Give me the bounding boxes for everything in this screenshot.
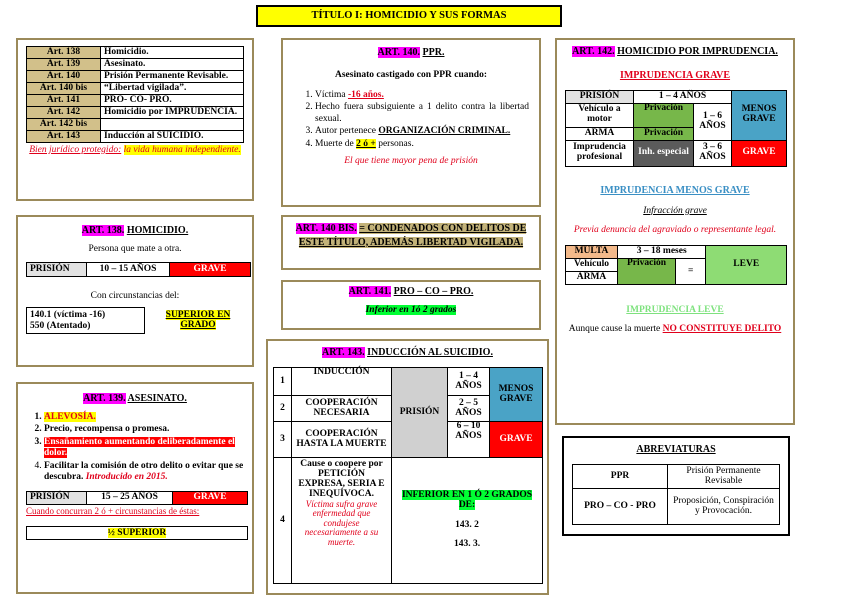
art142-leve-text: Aunque cause la muerte NO CONSTITUYE DELITO	[568, 324, 782, 335]
art143-title	[273, 347, 542, 358]
art143-label: ART. 143.	[322, 347, 365, 358]
art142-grave-title: IMPRUDENCIA GRAVE	[619, 69, 731, 81]
abbr-title: ABREVIATURAS	[636, 444, 716, 455]
art139-item-2: 2. Precio, recompensa o promesa.	[44, 424, 244, 435]
art143-menos-grave: MENOS GRAVE	[490, 368, 543, 422]
index-row	[27, 83, 244, 95]
art141-label: ART. 141.	[348, 286, 392, 297]
abbr-value: Prisión Permanente Revisable	[668, 465, 780, 489]
art138-name: HOMICIDIO.	[126, 225, 189, 236]
index-art: Art. 138	[27, 47, 101, 59]
art143-name: INDUCCIÓN AL SUICIDIO.	[367, 347, 493, 358]
art142-menos-grave-title: IMPRUDENCIA MENOS GRAVE	[600, 184, 750, 196]
art143-row-years: 1 – 4 AÑOS	[448, 368, 490, 396]
index-art: Art. 142 bis	[27, 119, 101, 131]
art143-prision: PRISIÓN	[392, 368, 448, 458]
art142-arma-2: ARMA	[566, 272, 618, 285]
art142-grave: GRAVE	[732, 140, 787, 166]
art140-label: ART. 140.	[377, 47, 421, 58]
art142-vehiculo-2: Vehículo	[566, 259, 618, 272]
art138-circ-result: SUPERIOR EN GRADO	[165, 309, 231, 330]
index-desc: PRO- CO- PRO.	[101, 95, 244, 107]
index-art: Art. 139	[27, 59, 101, 71]
abbr-key: PRO – CO - PRO	[573, 489, 668, 525]
index-row	[27, 47, 244, 59]
index-art: Art. 140 bis	[27, 83, 101, 95]
art142-arma: ARMA	[566, 127, 634, 140]
art143-row-years: 2 – 5 AÑOS	[448, 396, 490, 422]
index-desc: Homicidio por IMPRUDENCIA.	[101, 107, 244, 119]
art142-imprudencia-prof: Imprudencia profesional	[566, 140, 634, 166]
art142-multa-value: 3 – 18 meses	[618, 246, 706, 259]
index-art: Art. 141	[27, 95, 101, 107]
art140-item-1: 1. Víctima -16 años.	[315, 90, 529, 101]
art142-privacion-arma: Privación	[634, 127, 694, 140]
art140-title	[293, 47, 529, 58]
art143-row4-label: Cause o coopere por PETICIÓN EXPRESA, SERIA E INEQUÍVOCA.	[298, 459, 385, 499]
art140bis-label: ART. 140 BIS.	[295, 223, 357, 234]
art139-pena-table	[26, 491, 248, 505]
art141-name: PRO – CO – PRO.	[393, 286, 474, 297]
art142-eq: =	[676, 259, 706, 285]
art139-item-1: 1. ALEVOSÍA.	[44, 412, 244, 423]
abbr-box	[562, 436, 790, 536]
art142-prision-years: 1 – 4 AÑOS	[634, 90, 732, 103]
art142-multa-table	[565, 245, 787, 285]
art143-row4-note: Víctima sufra grave enfermedad que condujese necesariamente a su muerte.	[304, 498, 379, 547]
art138-definition: Persona que mate a otra.	[88, 244, 182, 254]
index-row	[27, 119, 244, 131]
index-desc: Inducción al SUICIDIO.	[101, 131, 244, 143]
art138-circ-text: Con circunstancias del:	[90, 291, 180, 301]
index-desc: Prisión Permanente Revisable.	[101, 71, 244, 83]
art139-name: ASESINATO.	[127, 393, 187, 404]
art143-row-num: 3	[274, 422, 292, 458]
art142-infraccion: Infracción grave	[643, 205, 707, 216]
art139-title	[26, 393, 244, 404]
art138-circ-1: 140.1 (víctima -16)	[30, 309, 106, 320]
art138-pena-value: 10 – 15 AÑOS	[87, 263, 170, 277]
bien-juridico-label: Bien jurídico protegido:	[29, 145, 122, 155]
art138-pena-table	[26, 262, 251, 277]
abbr-table	[572, 464, 780, 525]
art138-pena-label: PRISIÓN	[27, 263, 87, 277]
index-desc: “Libertad vigilada”.	[101, 83, 244, 95]
art141-box	[281, 280, 541, 330]
index-desc	[101, 119, 244, 131]
index-art: Art. 143	[27, 131, 101, 143]
art142-privacion-2: Privación	[618, 259, 676, 285]
art142-priv-years: 1 – 6 AÑOS	[694, 103, 732, 140]
bien-juridico	[26, 145, 244, 157]
art143-row-label: COOPERACIÓN HASTA LA MUERTE	[292, 422, 392, 458]
art142-denuncia: Previa denuncia del agraviado o representante legal.	[573, 224, 777, 235]
art143-row-label: COOPERACIÓN NECESARIA	[292, 396, 392, 422]
art143-row-num: 2	[274, 396, 292, 422]
index-table	[26, 46, 244, 143]
art138-circ-2: 550 (Atentado)	[30, 320, 91, 331]
art139-gravity: GRAVE	[173, 492, 248, 505]
art141-note: Inferior en 1ó 2 grados	[365, 305, 457, 315]
art142-label: ART. 142.	[572, 46, 615, 57]
art142-inh: Inh. especial	[634, 140, 694, 166]
index-desc: Asesinato.	[101, 59, 244, 71]
art143-table	[273, 367, 543, 584]
art139-list	[26, 412, 244, 483]
index-box	[16, 38, 254, 201]
art140bis-box	[281, 215, 541, 270]
art140-intro: Asesinato castigado con PPR cuando:	[334, 70, 487, 80]
art142-grave-table	[565, 90, 787, 167]
art140-item-3: 3. Autor pertenece ORGANIZACIÓN CRIMINAL.	[315, 126, 529, 137]
art140-item-4: 4. Muerte de 2 ó + personas.	[315, 139, 529, 150]
art139-concurren: Cuando concurran 2 ó + circunstancias de éstas:	[26, 506, 200, 517]
art140bis-text: = CONDENADOS CON DELITOS DE ESTE TÍTULO, ADEMÁS LIBERTAD VIGILADA.	[298, 223, 527, 248]
art140-name: PPR.	[422, 47, 445, 58]
index-row	[27, 95, 244, 107]
art139-pena-label: PRISIÓN	[27, 492, 87, 505]
art142-name: HOMICIDIO POR IMPRUDENCIA.	[617, 46, 778, 57]
art139-item-4: 4. Facilitar la comisión de otro delito o evitar que se descubra. Introducido en 2015.	[44, 461, 244, 484]
bien-juridico-value: la vida humana independiente.	[123, 145, 241, 155]
art142-leve: LEVE	[706, 246, 787, 285]
index-row	[27, 71, 244, 83]
art142-multa: MULTA	[566, 246, 618, 259]
art142-privacion: Privación	[634, 103, 694, 127]
art138-title	[26, 225, 244, 236]
art140-box	[281, 38, 541, 207]
art138-label: ART. 138.	[81, 225, 125, 236]
art140-item-2: 2. Hecho fuera subsiguiente a 1 delito contra la libertad sexual.	[315, 102, 529, 125]
art143-row4-result: INFERIOR EN 1 Ó 2 GRADOS DE:	[401, 489, 533, 510]
index-row	[27, 107, 244, 119]
index-art: Art. 140	[27, 71, 101, 83]
index-desc: Homicidio.	[101, 47, 244, 59]
art143-grave: GRAVE	[490, 422, 543, 458]
art143-row-num: 1	[274, 368, 292, 396]
index-row	[27, 59, 244, 71]
art143-box	[266, 339, 549, 595]
art141-title	[291, 286, 531, 297]
art142-box	[555, 38, 795, 425]
art139-box	[16, 382, 254, 594]
art139-superior: ½ SUPERIOR	[107, 528, 167, 539]
abbr-key: PPR	[573, 465, 668, 489]
main-title: TÍTULO I: HOMICIDIO Y SUS FORMAS	[256, 5, 562, 27]
art138-circ-table	[26, 307, 251, 334]
art142-menos-grave: MENOS GRAVE	[732, 90, 787, 140]
index-art: Art. 142	[27, 107, 101, 119]
art142-title	[565, 46, 785, 59]
art138-gravity: GRAVE	[170, 263, 251, 277]
art138-box	[16, 215, 254, 367]
art140-list	[293, 90, 529, 150]
art143-row-num: 4	[274, 458, 292, 584]
abbr-value: Proposición, Conspiración y Provocación.	[668, 489, 780, 525]
art143-row4-ref1: 143. 2	[455, 519, 479, 530]
art140-note: El que tiene mayor pena de prisión	[344, 155, 478, 166]
index-row	[27, 131, 244, 143]
art142-vehiculo: Vehículo a motor	[566, 103, 634, 127]
art139-pena-value: 15 – 25 AÑOS	[87, 492, 173, 505]
art143-row4-ref2: 143. 3.	[453, 539, 481, 550]
art143-row-years: 6 – 10 AÑOS	[448, 422, 490, 458]
art142-leve-title: IMPRUDENCIA LEVE	[626, 305, 724, 316]
art139-label: ART. 139.	[83, 393, 126, 404]
art143-row-label: INDUCCIÓN	[292, 368, 392, 396]
art142-prision: PRISIÓN	[566, 90, 634, 103]
art142-inh-years: 3 – 6 AÑOS	[694, 140, 732, 166]
art139-item-3: 3. Ensañamiento aumentando deliberadamente el dolor.	[44, 437, 244, 460]
art139-superior-box	[26, 526, 248, 540]
